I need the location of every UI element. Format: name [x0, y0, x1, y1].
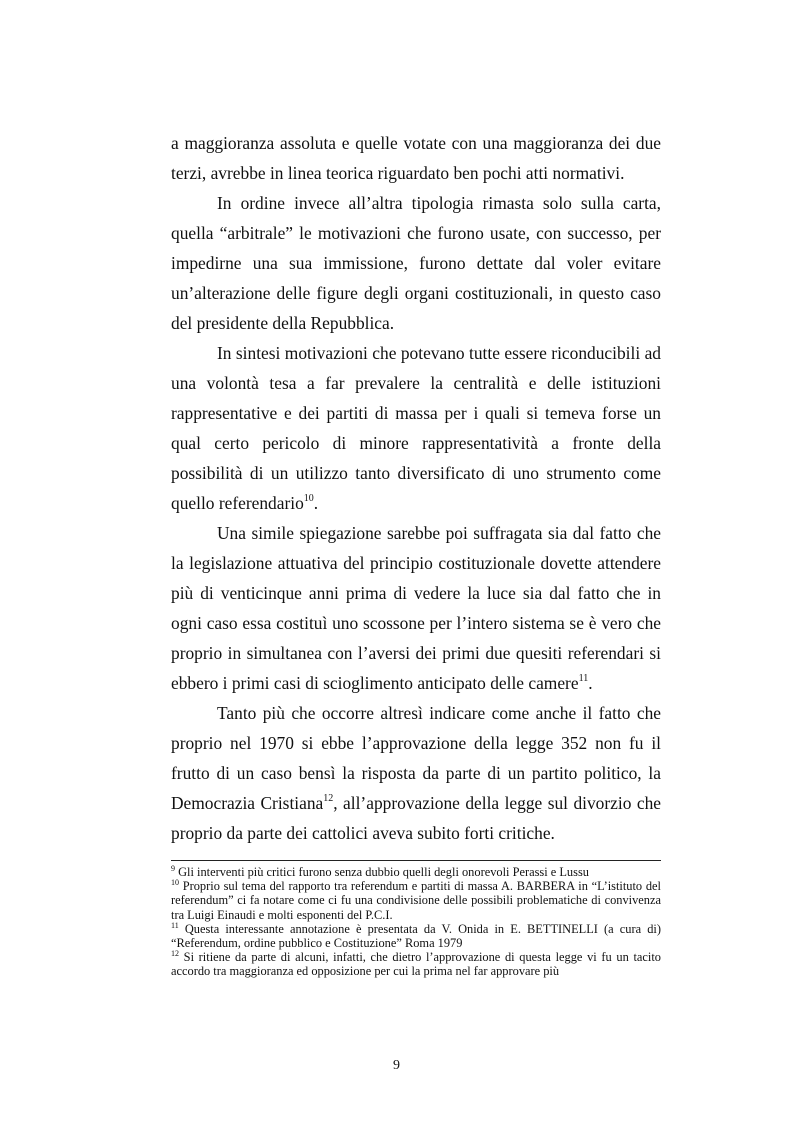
footnote-12	[171, 950, 661, 978]
footnote-text: Questa interessante annotazione è presentata da V. Onida in E. BETTINELLI (a cura di) “Referendum, ordine pubblico e Costituzione” Roma 1979	[171, 921, 661, 951]
paragraph-4-end: .	[588, 673, 593, 693]
footnote-text: Gli interventi più critici furono senza dubbio quelli degli onorevoli Perassi e Lussu	[175, 865, 589, 879]
footnote-9	[171, 865, 661, 879]
paragraph-1-text: a maggioranza assoluta e quelle votate con una maggioranza dei due terzi, avrebbe in linea teorica riguardato ben pochi atti normativi.	[171, 133, 661, 183]
paragraph-5-text-a: Tanto più che occorre altresì indicare come anche il fatto che proprio nel 1970 si ebbe l’approvazione della legge 352 non fu il frutto di un caso bensì la risposta da parte di un partito politico, la Democrazia Cristiana	[171, 703, 661, 813]
paragraph-4	[171, 518, 661, 698]
footnote-ref-11: 11	[578, 673, 589, 685]
page-number: 9	[393, 1058, 400, 1073]
footnote-ref-10: 10	[303, 493, 314, 505]
paragraph-4-text: Una simile spiegazione sarebbe poi suffragata sia dal fatto che la legislazione attuativa del principio costituzionale dovette attendere più di venticinque anni prima di vedere la luce sia dal fatto che in ogni caso essa costituì uno scossone per l’intero sistema se è vero che proprio in simultanea con l’aversi dei primi due quesiti referendari si ebbero i primi casi di scioglimento anticipato delle camere	[171, 523, 661, 693]
paragraph-5-text-b: , all’approvazione della legge sul divorzio che proprio da parte dei cattolici aveva subito forti critiche.	[171, 793, 661, 843]
paragraph-2-text: In ordine invece all’altra tipologia rimasta solo sulla carta, quella “arbitrale” le motivazioni che furono usate, con successo, per impedirne una sua immissione, furono dettate dal voler evitare un’alterazione delle figure degli organi costituzionali, in questo caso del presidente della Repubblica.	[171, 193, 661, 333]
footnote-number: 9	[171, 863, 175, 873]
footnote-text: Proprio sul tema del rapporto tra referendum e partiti di massa A. BARBERA in “L’istituto del referendum” ci fa notare come ci fu una condivisione delle possibili problematiche di convivenza tra Luigi Einaudi e molti esponenti del P.C.I.	[171, 879, 661, 922]
footnote-10	[171, 879, 661, 922]
footnote-separator	[171, 860, 661, 861]
paragraph-3-end: .	[313, 493, 319, 513]
footnote-11	[171, 922, 661, 950]
footnote-text: Si ritiene da parte di alcuni, infatti, che dietro l’approvazione di questa legge vi fu un tacito accordo tra maggioranza ed opposizione per cui la prima nel far approvare più	[171, 950, 661, 979]
paragraph-5	[171, 698, 661, 848]
paragraph-3-text: In sintesi motivazioni che potevano tutte essere riconducibili ad una volontà tesa a far prevalere la centralità e delle istituzioni rappresentative e dei partiti di massa per i quali si temeva forse un qual certo pericolo di minore rappresentatività a fronte della possibilità di un utilizzo tanto diversificato di uno strumento come quello referendario	[171, 343, 661, 513]
paragraph-2	[171, 188, 661, 338]
footnote-number: 12	[171, 949, 179, 959]
paragraph-1	[171, 128, 661, 188]
footnotes	[171, 865, 661, 979]
footnote-ref-12: 12	[323, 793, 334, 805]
footnote-number: 11	[171, 920, 179, 930]
paragraph-3	[171, 338, 661, 518]
main-text	[171, 128, 661, 848]
footnote-number: 10	[171, 878, 179, 888]
